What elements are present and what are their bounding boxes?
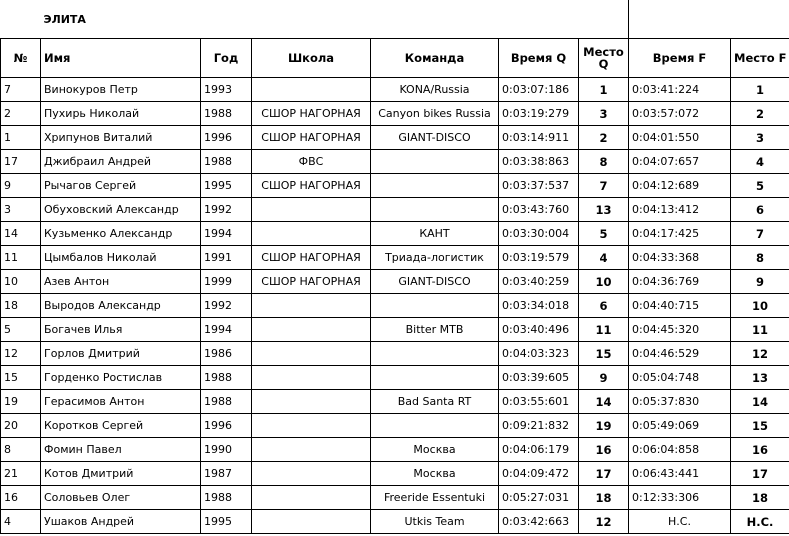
cell-num: 2 (1, 102, 41, 126)
cell-time-q: 0:03:30:004 (499, 222, 579, 246)
cell-time-q: 0:03:42:663 (499, 510, 579, 534)
cell-num: 5 (1, 318, 41, 342)
cell-team: Москва (371, 462, 499, 486)
cell-time-q: 0:05:27:031 (499, 486, 579, 510)
cell-team: Utkis Team (371, 510, 499, 534)
cell-team: Canyon bikes Russia (371, 102, 499, 126)
cell-school (252, 222, 371, 246)
cell-school (252, 294, 371, 318)
cell-place-f: 7 (731, 222, 789, 246)
cell-place-f: 11 (731, 318, 789, 342)
cell-num: 14 (1, 222, 41, 246)
col-header-time-q: Время Q (499, 39, 579, 78)
table-row (1, 150, 789, 174)
table-row (1, 342, 789, 366)
cell-year: 1995 (201, 510, 252, 534)
cell-num: 7 (1, 78, 41, 102)
cell-team: Bitter MTB (371, 318, 499, 342)
cell-name: Богачев Илья (41, 318, 201, 342)
cell-school (252, 390, 371, 414)
cell-place-f: 18 (731, 486, 789, 510)
cell-team: GIANT-DISCO (371, 270, 499, 294)
cell-num: 9 (1, 174, 41, 198)
table-row (1, 126, 789, 150)
cell-year: 1993 (201, 78, 252, 102)
cell-num: 21 (1, 462, 41, 486)
col-header-place-q (579, 39, 629, 78)
cell-school (252, 366, 371, 390)
cell-place-q: 16 (579, 438, 629, 462)
cell-year: 1996 (201, 414, 252, 438)
table-row (1, 486, 789, 510)
cell-time-f: 0:04:13:412 (629, 198, 731, 222)
cell-place-q: 3 (579, 102, 629, 126)
table-row (1, 366, 789, 390)
cell-school (252, 414, 371, 438)
cell-place-q: 17 (579, 462, 629, 486)
cell-year: 1992 (201, 294, 252, 318)
cell-num: 4 (1, 510, 41, 534)
table-row (1, 294, 789, 318)
cell-time-q: 0:03:19:279 (499, 102, 579, 126)
cell-team: Bad Santa RT (371, 390, 499, 414)
cell-school (252, 198, 371, 222)
cell-team (371, 342, 499, 366)
cell-year: 1990 (201, 438, 252, 462)
cell-year: 1992 (201, 198, 252, 222)
cell-time-q: 0:03:19:579 (499, 246, 579, 270)
cell-name: Цымбалов Николай (41, 246, 201, 270)
cell-num: 15 (1, 366, 41, 390)
cell-time-f: 0:05:37:830 (629, 390, 731, 414)
cell-place-q: 4 (579, 246, 629, 270)
cell-name: Рычагов Сергей (41, 174, 201, 198)
cell-num: 10 (1, 270, 41, 294)
cell-place-q: 6 (579, 294, 629, 318)
cell-school: ФВС (252, 150, 371, 174)
cell-school: СШОР НАГОРНАЯ (252, 246, 371, 270)
cell-time-q: 0:03:40:259 (499, 270, 579, 294)
cell-name: Коротков Сергей (41, 414, 201, 438)
cell-place-q: 14 (579, 390, 629, 414)
cell-place-f: 9 (731, 270, 789, 294)
cell-time-f: 0:04:12:689 (629, 174, 731, 198)
table-row (1, 102, 789, 126)
cell-year: 1996 (201, 126, 252, 150)
col-header-place-q-line2: Q (598, 57, 609, 71)
cell-time-f: 0:04:45:320 (629, 318, 731, 342)
cell-name: Азев Антон (41, 270, 201, 294)
table-row (1, 462, 789, 486)
cell-time-f: 0:03:41:224 (629, 78, 731, 102)
cell-time-q: 0:09:21:832 (499, 414, 579, 438)
cell-num: 12 (1, 342, 41, 366)
cell-place-q: 12 (579, 510, 629, 534)
page-title: ЭЛИТА (41, 0, 629, 39)
cell-name: Ушаков Андрей (41, 510, 201, 534)
cell-time-q: 0:03:07:186 (499, 78, 579, 102)
cell-name: Винокуров Петр (41, 78, 201, 102)
cell-place-f: 8 (731, 246, 789, 270)
cell-time-f: 0:06:43:441 (629, 462, 731, 486)
cell-school: СШОР НАГОРНАЯ (252, 102, 371, 126)
cell-place-q: 7 (579, 174, 629, 198)
cell-time-q: 0:03:55:601 (499, 390, 579, 414)
header-row (1, 39, 789, 78)
cell-year: 1995 (201, 174, 252, 198)
cell-time-q: 0:03:39:605 (499, 366, 579, 390)
cell-year: 1988 (201, 102, 252, 126)
cell-time-f: 0:04:07:657 (629, 150, 731, 174)
cell-place-f: 16 (731, 438, 789, 462)
cell-team (371, 174, 499, 198)
cell-place-q: 13 (579, 198, 629, 222)
cell-place-f: 10 (731, 294, 789, 318)
cell-num: 1 (1, 126, 41, 150)
cell-num: 20 (1, 414, 41, 438)
cell-school (252, 462, 371, 486)
cell-name: Соловьев Олег (41, 486, 201, 510)
cell-place-f: 2 (731, 102, 789, 126)
cell-time-f: 0:04:40:715 (629, 294, 731, 318)
cell-num: 17 (1, 150, 41, 174)
cell-year: 1988 (201, 486, 252, 510)
cell-place-f: 12 (731, 342, 789, 366)
cell-place-q: 1 (579, 78, 629, 102)
table-row (1, 246, 789, 270)
table-row (1, 222, 789, 246)
cell-school: СШОР НАГОРНАЯ (252, 174, 371, 198)
cell-team (371, 366, 499, 390)
cell-place-q: 19 (579, 414, 629, 438)
cell-year: 1988 (201, 150, 252, 174)
cell-time-q: 0:03:38:863 (499, 150, 579, 174)
table-row (1, 438, 789, 462)
cell-name: Кузьменко Александр (41, 222, 201, 246)
cell-num: 11 (1, 246, 41, 270)
table-row (1, 270, 789, 294)
cell-time-q: 0:04:09:472 (499, 462, 579, 486)
col-header-time-f: Время F (629, 39, 731, 78)
cell-year: 1986 (201, 342, 252, 366)
table-row (1, 390, 789, 414)
cell-name: Пухирь Николай (41, 102, 201, 126)
cell-team (371, 150, 499, 174)
cell-place-f: 13 (731, 366, 789, 390)
cell-place-q: 11 (579, 318, 629, 342)
cell-place-f: 6 (731, 198, 789, 222)
cell-place-q: 15 (579, 342, 629, 366)
table-row (1, 318, 789, 342)
table-row (1, 510, 789, 534)
cell-time-f: 0:04:36:769 (629, 270, 731, 294)
cell-num: 18 (1, 294, 41, 318)
cell-name: Горденко Ростислав (41, 366, 201, 390)
col-header-name: Имя (41, 39, 201, 78)
cell-school (252, 318, 371, 342)
cell-name: Выродов Александр (41, 294, 201, 318)
cell-place-q: 10 (579, 270, 629, 294)
cell-name: Хрипунов Виталий (41, 126, 201, 150)
cell-time-q: 0:03:14:911 (499, 126, 579, 150)
cell-place-q: 2 (579, 126, 629, 150)
cell-place-q: 9 (579, 366, 629, 390)
cell-place-f: Н.С. (731, 510, 789, 534)
cell-school (252, 342, 371, 366)
cell-place-q: 5 (579, 222, 629, 246)
cell-time-q: 0:03:40:496 (499, 318, 579, 342)
cell-place-f: 15 (731, 414, 789, 438)
cell-name: Обуховский Александр (41, 198, 201, 222)
cell-num: 8 (1, 438, 41, 462)
cell-name: Фомин Павел (41, 438, 201, 462)
table-row (1, 174, 789, 198)
cell-team (371, 198, 499, 222)
cell-time-f: 0:04:01:550 (629, 126, 731, 150)
cell-time-f: 0:06:04:858 (629, 438, 731, 462)
cell-team: КАНТ (371, 222, 499, 246)
cell-place-f: 17 (731, 462, 789, 486)
cell-time-f: 0:03:57:072 (629, 102, 731, 126)
cell-place-q: 8 (579, 150, 629, 174)
cell-time-f: 0:05:49:069 (629, 414, 731, 438)
cell-time-f: Н.С. (629, 510, 731, 534)
cell-year: 1999 (201, 270, 252, 294)
cell-num: 19 (1, 390, 41, 414)
cell-place-f: 1 (731, 78, 789, 102)
cell-team (371, 414, 499, 438)
cell-team: KONA/Russia (371, 78, 499, 102)
cell-time-q: 0:04:06:179 (499, 438, 579, 462)
col-header-num: № (1, 39, 41, 78)
table-row (1, 78, 789, 102)
col-header-team: Команда (371, 39, 499, 78)
cell-team: Freeride Essentuki (371, 486, 499, 510)
cell-year: 1994 (201, 318, 252, 342)
cell-time-q: 0:03:34:018 (499, 294, 579, 318)
table-row (1, 414, 789, 438)
cell-school (252, 510, 371, 534)
cell-name: Джибраил Андрей (41, 150, 201, 174)
cell-school (252, 486, 371, 510)
cell-year: 1991 (201, 246, 252, 270)
cell-place-f: 3 (731, 126, 789, 150)
cell-time-q: 0:03:43:760 (499, 198, 579, 222)
cell-team: GIANT-DISCO (371, 126, 499, 150)
cell-school: СШОР НАГОРНАЯ (252, 126, 371, 150)
cell-time-f: 0:04:46:529 (629, 342, 731, 366)
cell-team: Москва (371, 438, 499, 462)
col-header-place-q-line1: Место (583, 45, 624, 59)
cell-school (252, 78, 371, 102)
cell-name: Горлов Дмитрий (41, 342, 201, 366)
col-header-year: Год (201, 39, 252, 78)
cell-name: Котов Дмитрий (41, 462, 201, 486)
cell-year: 1987 (201, 462, 252, 486)
cell-num: 16 (1, 486, 41, 510)
cell-year: 1988 (201, 366, 252, 390)
cell-place-f: 5 (731, 174, 789, 198)
cell-time-f: 0:05:04:748 (629, 366, 731, 390)
cell-num: 3 (1, 198, 41, 222)
cell-year: 1988 (201, 390, 252, 414)
col-header-place-f: Место F (731, 39, 789, 78)
col-header-school: Школа (252, 39, 371, 78)
table-row (1, 198, 789, 222)
cell-time-q: 0:04:03:323 (499, 342, 579, 366)
cell-time-f: 0:04:33:368 (629, 246, 731, 270)
cell-school (252, 438, 371, 462)
cell-place-f: 4 (731, 150, 789, 174)
cell-place-f: 14 (731, 390, 789, 414)
title-row (1, 0, 789, 39)
cell-year: 1994 (201, 222, 252, 246)
cell-place-q: 18 (579, 486, 629, 510)
cell-team: Триада-логистик (371, 246, 499, 270)
cell-time-q: 0:03:37:537 (499, 174, 579, 198)
cell-team (371, 294, 499, 318)
cell-time-f: 0:04:17:425 (629, 222, 731, 246)
cell-school: СШОР НАГОРНАЯ (252, 270, 371, 294)
cell-time-f: 0:12:33:306 (629, 486, 731, 510)
cell-name: Герасимов Антон (41, 390, 201, 414)
